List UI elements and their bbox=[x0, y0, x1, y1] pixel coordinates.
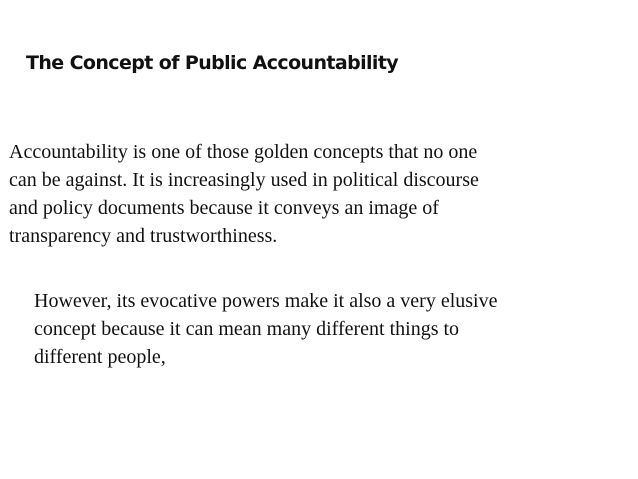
paragraph-line: and policy documents because it conveys an image of bbox=[9, 197, 439, 219]
paragraph-line: However, its evocative powers make it also a very elusive bbox=[34, 290, 498, 312]
paragraph-definition bbox=[9, 138, 479, 250]
paragraph-line: can be against. It is increasingly used in political discourse bbox=[9, 169, 479, 191]
paragraph-line: transparency and trustworthiness. bbox=[9, 225, 278, 247]
paragraph-elusive-concept bbox=[34, 287, 498, 371]
paragraph-line: concept because it can mean many different things to bbox=[34, 318, 460, 340]
paragraph-line: different people, bbox=[34, 346, 166, 368]
slide-title: The Concept of Public Accountability bbox=[26, 52, 399, 74]
paragraph-line: Accountability is one of those golden concepts that no one bbox=[9, 141, 478, 163]
